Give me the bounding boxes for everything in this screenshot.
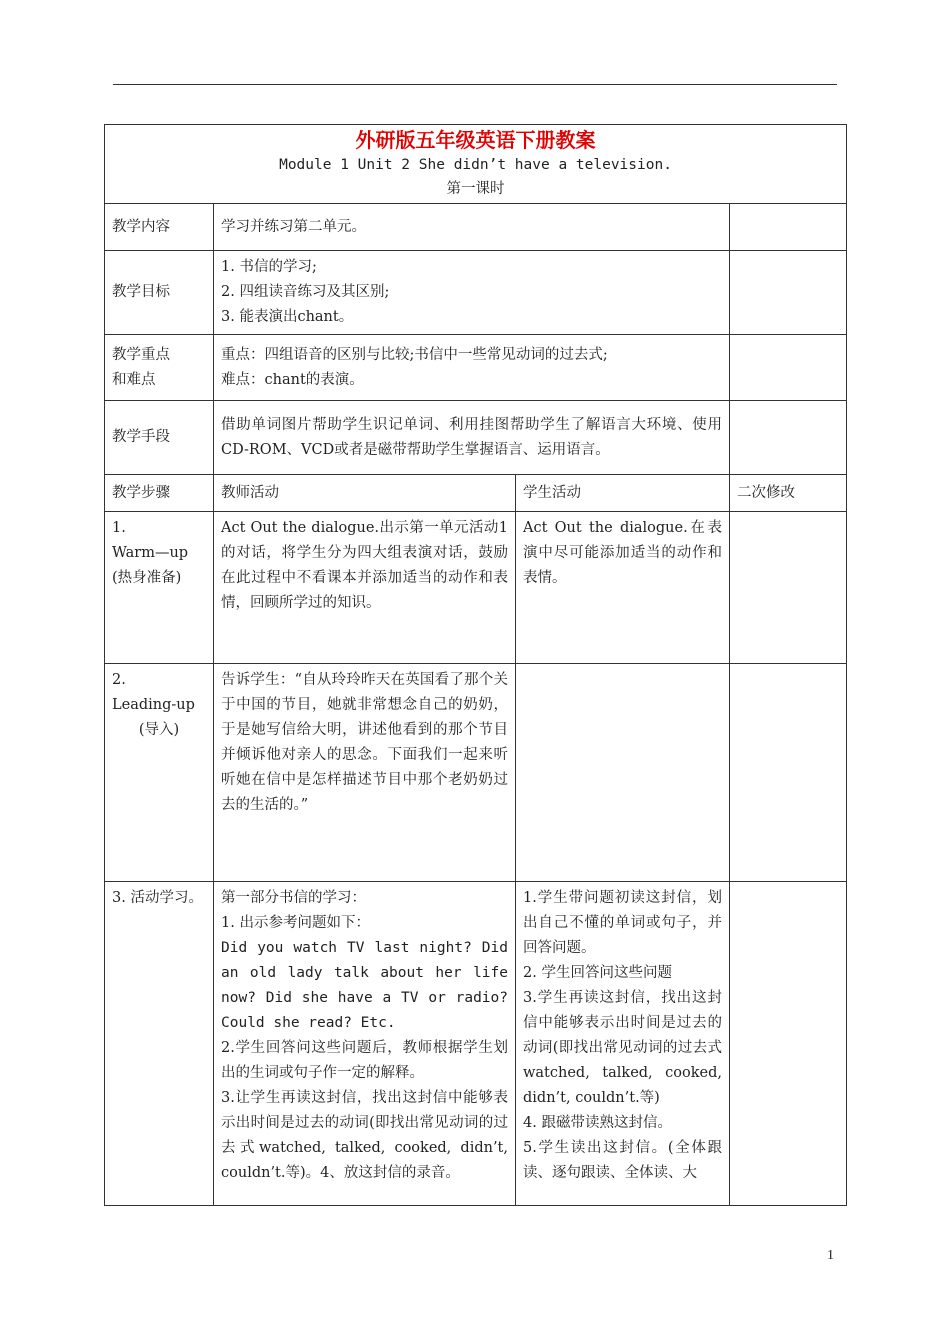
teacher-activity	[214, 882, 516, 1206]
step-row-warmup	[105, 512, 847, 664]
methods-label: 教学手段	[105, 401, 214, 475]
step-row-activity	[105, 882, 847, 1206]
student-activity-line: 2. 学生回答问这些问题	[523, 965, 672, 981]
objective-item: 3. 能表演出chant。	[221, 309, 354, 325]
title-row	[105, 125, 847, 204]
objectives-label: 教学目标	[105, 251, 214, 335]
key-points-label	[105, 335, 214, 401]
header-student: 学生活动	[516, 475, 730, 512]
objectives-revision	[730, 251, 847, 335]
row-key-points	[105, 335, 847, 401]
content-text: 学习并练习第二单元。	[214, 204, 730, 251]
lesson-plan-table	[104, 124, 847, 1206]
step-label	[105, 664, 214, 882]
header-revision: 二次修改	[730, 475, 847, 512]
teacher-activity: 告诉学生：“自从玲玲昨天在英国看了那个关于中国的节目，她就非常想念自己的奶奶，于是她写信给大明，讲述他看到的那个节目并倾诉他对亲人的思念。下面我们一起来听听她在信中是怎样描述节目中那个老奶奶过去的生活的。”	[214, 664, 516, 882]
teacher-activity-line: 3.让学生再读这封信，找出这封信中能够表示出时间是过去的动词(即找出常见动词的过去式watched, talked, cooked, didn’t, couldn’t.等)。4、放这封信的录音。	[221, 1090, 508, 1181]
step-name-cn: (热身准备)	[112, 570, 182, 586]
step-name: Warm—up	[112, 545, 189, 561]
key-points-label-line: 和难点	[112, 371, 156, 388]
header-step: 教学步骤	[105, 475, 214, 512]
revision-cell	[730, 664, 847, 882]
student-activity-line: 1.学生带问题初读这封信，划出自己不懂的单词或句子，并回答问题。	[523, 890, 722, 956]
title-cell	[105, 125, 847, 204]
key-points-label-line: 教学重点	[112, 346, 170, 363]
teacher-activity-line: 2.学生回答问这些问题后，教师根据学生划出的生词或句子作一定的解释。	[221, 1040, 508, 1081]
key-point-line: 重点：四组语音的区别与比较;书信中一些常见动词的过去式;	[221, 346, 608, 363]
step-label: 3. 活动学习。	[105, 882, 214, 1206]
methods-revision	[730, 401, 847, 475]
key-points-revision	[730, 335, 847, 401]
step-label	[105, 512, 214, 664]
student-activity-line: 5.学生读出这封信。(全体跟读、逐句跟读、全体读、大	[523, 1140, 722, 1181]
teacher-activity-line: 第一部分书信的学习：	[221, 890, 366, 906]
header-teacher: 教师活动	[214, 475, 516, 512]
step-name: Leading-up	[112, 697, 195, 713]
content-revision	[730, 204, 847, 251]
reference-questions: Did you watch TV last night? Did an old lady talk about her life now? Did she have a TV or radio? Could she read? Etc.	[221, 940, 508, 1031]
objective-item: 2. 四组读音练习及其区别;	[221, 284, 390, 300]
step-number: 2.	[112, 672, 126, 688]
student-activity	[516, 882, 730, 1206]
steps-header-row	[105, 475, 847, 512]
methods-text: 借助单词图片帮助学生识记单词、利用挂图帮助学生了解语言大环境、使用CD-ROM、VCD或者是磁带帮助学生掌握语言、运用语言。	[214, 401, 730, 475]
student-activity	[516, 664, 730, 882]
row-objectives	[105, 251, 847, 335]
row-methods	[105, 401, 847, 475]
lesson-number: 第一课时	[446, 181, 505, 197]
page-number: 1	[827, 1248, 834, 1263]
student-activity-line: 4. 跟磁带读熟这封信。	[523, 1115, 672, 1131]
revision-cell	[730, 512, 847, 664]
student-activity: Act Out the dialogue.在表演中尽可能添加适当的动作和表情。	[516, 512, 730, 664]
key-points-text	[214, 335, 730, 401]
revision-cell	[730, 882, 847, 1206]
objective-item: 1. 书信的学习;	[221, 259, 317, 275]
teacher-activity: Act Out the dialogue.出示第一单元活动1的对话，将学生分为四大组表演对话，鼓励在此过程中不看课本并添加适当的动作和表情，回顾所学过的知识。	[214, 512, 516, 664]
objectives-list	[214, 251, 730, 335]
step-number: 1.	[112, 520, 126, 536]
content-label: 教学内容	[105, 204, 214, 251]
document-subtitle: Module 1 Unit 2 She didn’t have a television.	[279, 157, 672, 173]
student-activity-line: 3.学生再读这封信，找出这封信中能够表示出时间是过去的动词(即找出常见动词的过去式watched, talked, cooked, didn’t, couldn’t.等)	[523, 990, 722, 1106]
row-content	[105, 204, 847, 251]
teacher-activity-line: 1. 出示参考问题如下：	[221, 915, 370, 931]
step-name-cn: (导入)	[138, 722, 180, 738]
document-title: 外研版五年级英语下册教案	[355, 128, 596, 152]
difficulty-line: 难点：chant的表演。	[221, 371, 364, 388]
header-rule	[113, 84, 837, 85]
step-row-leading-up	[105, 664, 847, 882]
